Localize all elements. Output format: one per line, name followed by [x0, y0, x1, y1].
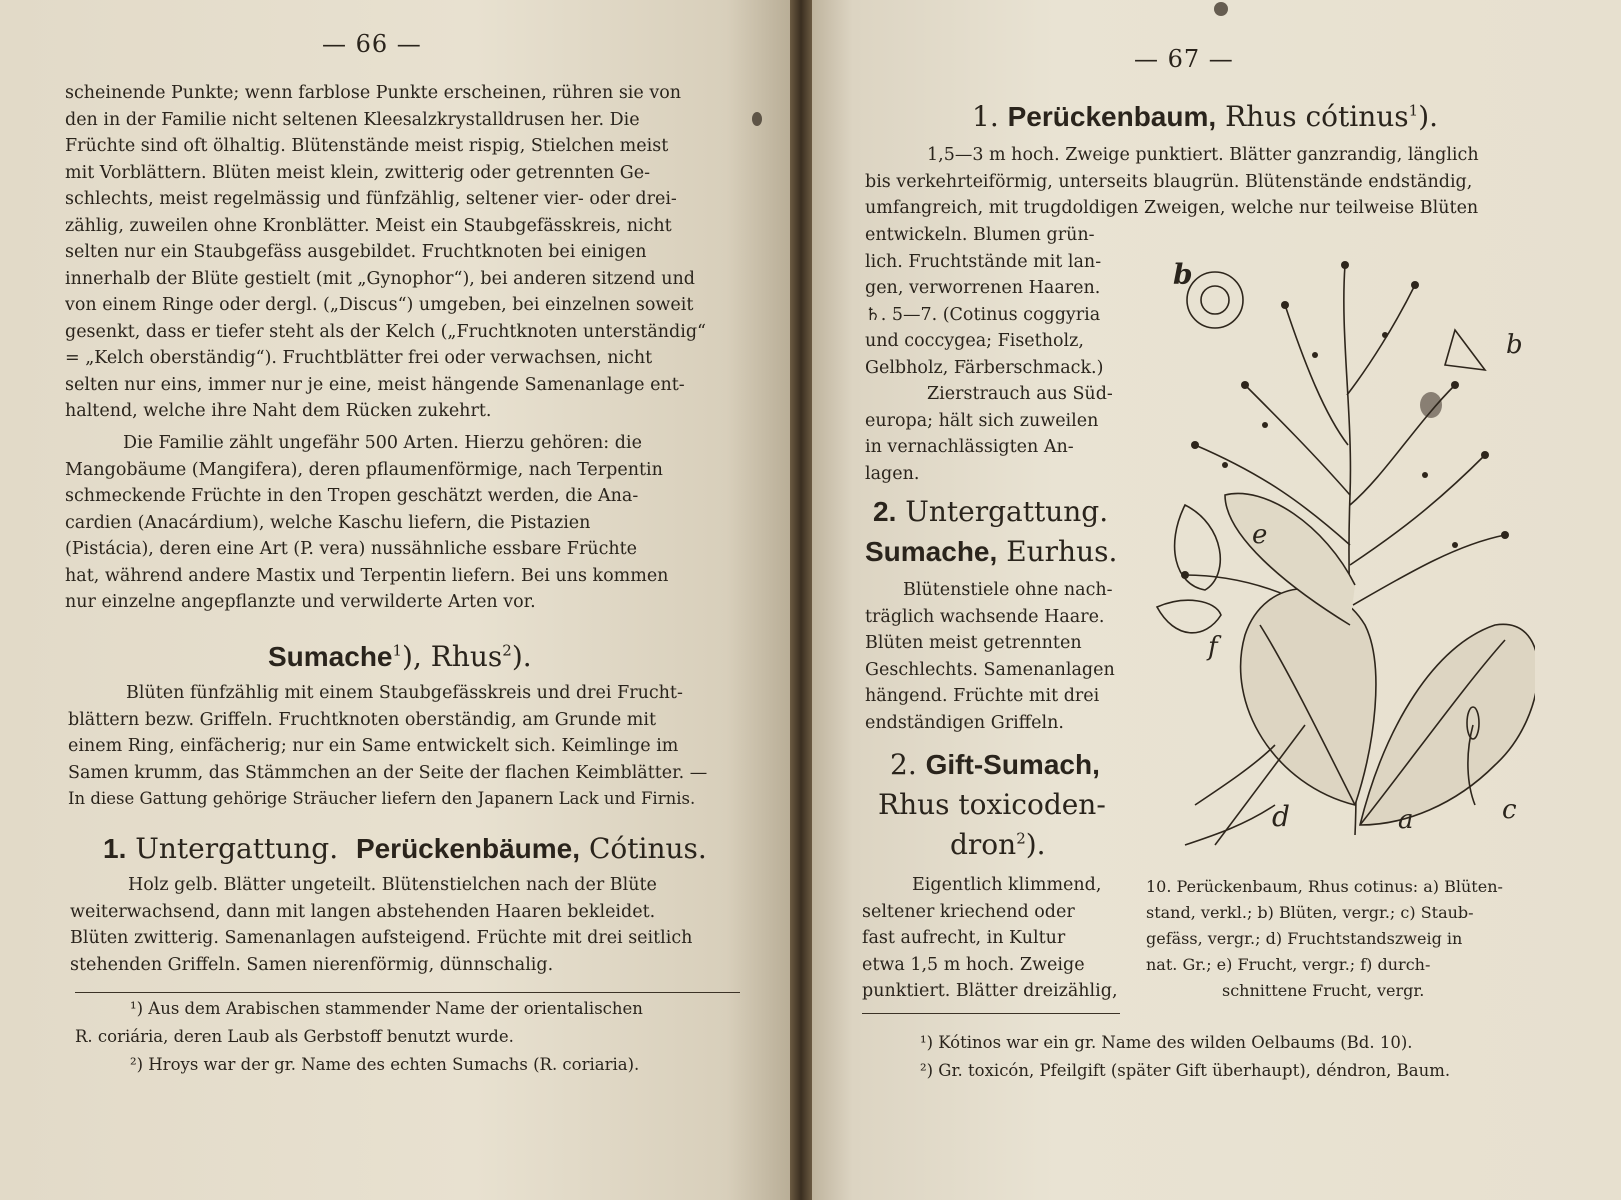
species-heading-end: ).	[1025, 828, 1046, 861]
text-line: hängend. Früchte mit drei	[865, 686, 1100, 706]
species-1-paragraph	[865, 142, 1545, 222]
text-line: blättern bezw. Griffeln. Fruchtknoten oberständig, am Grunde mit	[68, 709, 657, 730]
text-line: und coccygea; Fisetholz,	[865, 331, 1084, 351]
text-line: endständigen Griffeln.	[865, 712, 1064, 733]
text-line: umfangreich, mit trugdoldigen Zweigen, welche nur teilweise Blüten	[865, 198, 1479, 218]
text-line: punktiert. Blätter dreizählig,	[862, 981, 1118, 1001]
species-2-paragraph	[862, 872, 1124, 1005]
figure-label-c: c	[1502, 795, 1517, 825]
text-line: mit Vorblättern. Blüten meist klein, zwitterig oder getrennten Ge-	[65, 162, 651, 183]
text-line: weiterwachsend, dann mit langen abstehenden Haaren bekleidet.	[70, 901, 656, 922]
species-number: 2.	[890, 748, 917, 781]
subgenus-2-name	[865, 535, 1117, 568]
text-line: innerhalb der Blüte gestielt (mit „Gynophor“), bei anderen sitzend und	[65, 268, 695, 289]
species-1-heading	[972, 100, 1438, 133]
species-2-heading	[890, 748, 1100, 781]
book-gutter	[790, 0, 812, 1200]
intro-paragraph	[65, 80, 733, 425]
footnote-2: ²) Gr. toxicón, Pfeilgift (später Gift überhaupt), déndron, Baum.	[920, 1061, 1451, 1080]
footnote-ref: 1	[1408, 101, 1419, 120]
footnote-1: ¹) Kótinos war ein gr. Name des wilden Oelbaums (Bd. 10).	[920, 1033, 1413, 1052]
text-line: haltend, welche ihre Naht dem Rücken zukehrt.	[65, 401, 492, 421]
text-line: den in der Familie nicht seltenen Kleesalzkrystalldrusen her. Die	[65, 109, 640, 130]
figure-label-f: f	[1208, 632, 1218, 662]
subgenus-word: Untergattung.	[905, 495, 1109, 528]
text-line: (Pistácia), deren eine Art (P. vera) nussähnliche essbare Früchte	[65, 539, 638, 559]
text-line: von einem Ringe oder dergl. („Discus“) umgeben, bei einzelnen soweit	[65, 295, 694, 315]
text-line: Blüten meist getrennten	[865, 633, 1082, 653]
text-line: Blüten zwitterig. Samenanlagen aufsteigend. Früchte mit drei seitlich	[70, 928, 693, 948]
genus-latin: ), Rhus	[402, 640, 503, 673]
genus-heading-end: ).	[511, 640, 532, 673]
species-name-bold: Perückenbaum,	[1007, 101, 1217, 132]
subgenus-number: 1.	[103, 833, 127, 864]
family-paragraph	[65, 430, 733, 616]
figure-label-a: a	[1398, 805, 1414, 835]
figure-label-d: d	[1272, 800, 1290, 833]
text-line: = „Kelch oberständig“). Fruchtblätter frei oder verwachsen, nicht	[65, 348, 653, 368]
genus-paragraph	[68, 680, 736, 813]
text-line: Blüten fünfzählig mit einem Staubgefässkreis und drei Frucht-	[126, 683, 683, 703]
left-page	[0, 0, 790, 1200]
text-line: europa; hält sich zuweilen	[865, 410, 1099, 431]
botanical-plate	[1155, 245, 1535, 860]
subgenus-number: 2.	[873, 496, 897, 527]
text-line: bis verkehrteiförmig, unterseits blaugrün. Blütenstände endständig,	[865, 171, 1473, 192]
text-line: etwa 1,5 m hoch. Zweige	[862, 954, 1085, 975]
caption-line: schnittene Frucht, vergr.	[1222, 981, 1425, 1000]
text-line: 1,5—3 m hoch. Zweige punktiert. Blätter ganzrandig, länglich	[927, 145, 1479, 165]
subgenus-latin: Cótinus.	[588, 832, 707, 865]
figure-label-b: b	[1173, 258, 1193, 291]
text-line: In diese Gattung gehörige Sträucher liefern den Japanern Lack und Firnis.	[68, 789, 696, 808]
caption-line: gefäss, vergr.; d) Fruchtstandszweig in	[1146, 929, 1463, 948]
text-line: Zierstrauch aus Süd-	[927, 384, 1113, 404]
text-line: selten nur ein Staubgefäss ausgebildet. Fruchtknoten bei einigen	[65, 242, 647, 262]
florets	[1181, 261, 1509, 579]
text-line: lagen.	[865, 463, 920, 484]
subgenus-word: Untergattung.	[135, 832, 339, 865]
text-line: nur einzelne angepflanzte und verwilderte Arten vor.	[65, 592, 536, 612]
ink-spot	[1214, 2, 1228, 16]
footnote-1: ¹) Aus dem Arabischen stammender Name der orientalischen	[130, 999, 643, 1018]
text-line: scheinende Punkte; wenn farblose Punkte erscheinen, rühren sie von	[65, 83, 682, 103]
genus-name-bold: Sumache	[268, 641, 393, 672]
genus-heading	[268, 640, 532, 673]
subgenus-name-bold: Perückenbäume,	[355, 833, 581, 864]
text-line: hat, während andere Mastix und Terpentin liefern. Bei uns kommen	[65, 565, 669, 586]
text-line: zählig, zuweilen ohne Kronblätter. Meist ein Staubgefässkreis, nicht	[65, 215, 672, 236]
text-line: Blütenstiele ohne nach-	[903, 580, 1113, 600]
text-line: träglich wachsende Haare.	[865, 606, 1105, 627]
text-line: Gelbholz, Färberschmack.)	[865, 357, 1104, 378]
text-line: schlechts, meist regelmässig und fünfzählig, seltener vier- oder drei-	[65, 189, 677, 209]
page-number-right: — 67 —	[1134, 45, 1234, 73]
text-line: in vernachlässigten An-	[865, 437, 1074, 457]
text-line: Holz gelb. Blätter ungeteilt. Blütenstielchen nach der Blüte	[128, 875, 657, 895]
text-line: Eigentlich klimmend,	[912, 875, 1102, 895]
caption-line: nat. Gr.; e) Frucht, vergr.; f) durch-	[1146, 955, 1431, 974]
subgenus-1-heading	[103, 832, 707, 865]
caption-line: 10. Perückenbaum, Rhus cotinus: a) Blüten-	[1146, 877, 1503, 896]
species-1-paragraph-narrow	[865, 222, 1130, 487]
text-line: Samen krumm, das Stämmchen an der Seite der flachen Keimblätter. —	[68, 762, 708, 783]
text-line: einem Ring, einfächerig; nur ein Same entwickelt sich. Keimlinge im	[68, 736, 679, 756]
subgenus-latin: Eurhus.	[1006, 535, 1118, 568]
text-line: ♄. 5—7. (Cotinus coggyria	[865, 304, 1101, 325]
text-line: seltener kriechend oder	[862, 901, 1075, 922]
species-latin: dron	[950, 828, 1017, 861]
caption-line: stand, verkl.; b) Blüten, vergr.; c) Staub-	[1146, 903, 1474, 922]
text-line: cardien (Anacárdium), welche Kaschu liefern, die Pistazien	[65, 512, 591, 533]
text-line: selten nur eins, immer nur je eine, meist hängende Samenanlage ent-	[65, 374, 685, 395]
text-line: gesenkt, dass er tiefer steht als der Kelch („Fruchtknoten unterständig“	[65, 321, 706, 342]
footnote-rule	[75, 992, 740, 993]
text-line: entwickeln. Blumen grün-	[865, 225, 1095, 245]
subgenus-1-paragraph	[70, 872, 738, 978]
species-2-latin-line2	[950, 828, 1046, 861]
text-line: Mangobäume (Mangifera), deren pflaumenförmige, nach Terpentin	[65, 459, 663, 480]
species-heading-end: ).	[1418, 100, 1439, 133]
page-number-left: — 66 —	[322, 30, 422, 58]
subgenus-2-heading	[873, 495, 1108, 528]
text-line: lich. Fruchtstände mit lan-	[865, 251, 1102, 272]
ink-spot	[752, 112, 762, 126]
species-latin: Rhus cótinus	[1225, 100, 1409, 133]
footnote-1-cont: R. coriária, deren Laub als Gerbstoff benutzt wurde.	[75, 1027, 514, 1046]
species-2-latin-line1: Rhus toxicoden-	[878, 788, 1106, 821]
figure-label-b: b	[1506, 330, 1523, 360]
figure-caption	[1146, 874, 1546, 1004]
text-line: schmeckende Früchte in den Tropen geschätzt werden, die Ana-	[65, 486, 639, 506]
footnote-ref: 2	[1016, 829, 1026, 848]
footnote-2: ²) Hroys war der gr. Name des echten Sumachs (R. coriaria).	[130, 1055, 640, 1074]
text-line: fast aufrecht, in Kultur	[862, 928, 1066, 948]
footnote-ref: 1	[392, 641, 403, 660]
text-line: Geschlechts. Samenanlagen	[865, 659, 1115, 680]
footnote-ref: 2	[502, 641, 512, 660]
figure-label-e: e	[1252, 520, 1268, 550]
rhus-cotinus-illustration	[1155, 245, 1535, 860]
species-name-bold: Gift-Sumach,	[925, 749, 1100, 780]
subgenus-name-bold: Sumache,	[865, 536, 998, 567]
text-line: stehenden Griffeln. Samen nierenförmig, dünnschalig.	[70, 954, 554, 975]
text-line: Früchte sind oft ölhaltig. Blütenstände meist rispig, Stielchen meist	[65, 136, 669, 156]
footnote-rule	[862, 1013, 1120, 1014]
text-line: gen, verworrenen Haaren.	[865, 278, 1101, 298]
text-line: Die Familie zählt ungefähr 500 Arten. Hierzu gehören: die	[123, 433, 642, 453]
species-number: 1.	[972, 100, 999, 133]
subgenus-2-paragraph	[865, 577, 1130, 736]
